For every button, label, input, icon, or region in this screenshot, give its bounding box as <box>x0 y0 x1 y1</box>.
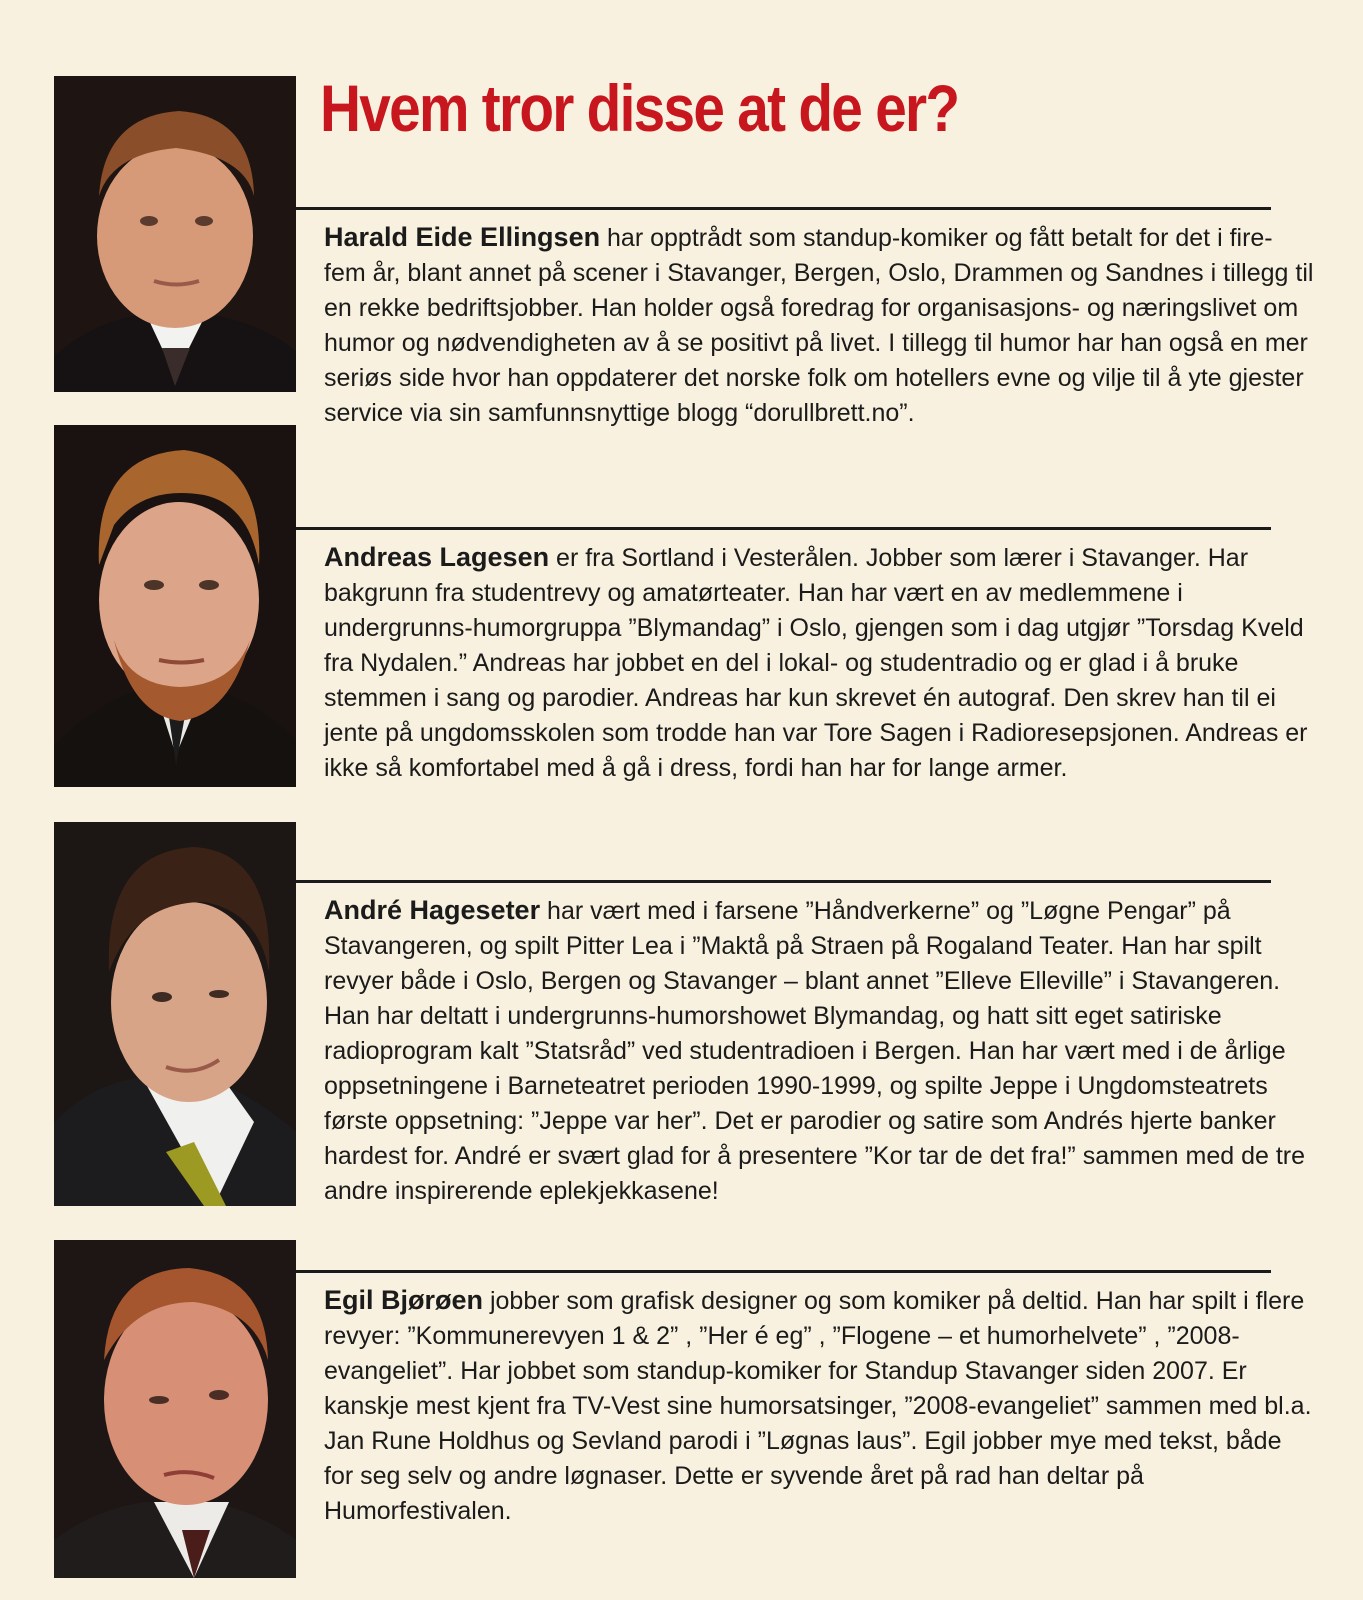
bio-egil-bjoroen <box>324 1283 1314 1529</box>
divider-rule <box>296 527 1271 530</box>
bio-text: har opptrådt som standup-komiker og fått betalt for det i fire-fem år, blant annet på scener i Stavanger, Bergen, Oslo, Drammen og Sandnes i tillegg til en rekke bedriftsjobber. Han holder også foredrag for organisasjons- og næringslivet om humor og nødvendigheten av å se positivt på livet. I tillegg til humor har han også en mer seriøs side hvor han oppdaterer det norske folk om hotellers evne og vilje til å yte gjester service via sin samfunnsnyttige blogg “dorullbrett.no”. <box>324 224 1314 427</box>
bio-harald-eide-ellingsen <box>324 220 1314 431</box>
portrait-andreas-lagesen <box>54 425 296 787</box>
comedian-name: André Hageseter <box>324 895 541 925</box>
comedian-name: Andreas Lagesen <box>324 542 550 572</box>
divider-rule <box>296 880 1271 883</box>
portrait-andre-hageseter <box>54 822 296 1206</box>
bio-text: er fra Sortland i Vesterålen. Jobber som lærer i Stavanger. Har bakgrunn fra studentrevy og amatørteater. Han har vært en av medlemmene i undergrunns-humorgruppa ”Blymandag” i Oslo, gjengen som i dag utgjør ”Torsdag Kveld fra Nydalen.” Andreas har jobbet en del i lokal- og studentradio og er glad i å bruke stemmen i sang og parodier. Andreas har kun skrevet én autograf. Den skrev han til ei jente på ungdomsskolen som trodde han var Tore Sagen i Radioresepsjonen. Andreas er ikke så komfortabel med å gå i dress, fordi han har for lange armer. <box>324 544 1308 782</box>
divider-rule <box>296 207 1271 210</box>
bio-text: jobber som grafisk designer og som komiker på deltid. Han har spilt i flere revyer: ”Kommunerevyen 1 & 2” , ”Her é eg” , ”Flogene – et humorhelvete” , ”2008-evangeliet”. Har jobbet som standup-komiker for Standup Stavanger siden 2007. Er kanskje mest kjent fra TV-Vest sine humorsatsinger, ”2008-evangeliet” sammen med bl.a. Jan Rune Holdhus og Sevland parodi i ”Løgnas laus”. Egil jobber mye med tekst, både for seg selv og andre løgnaser. Dette er syvende året på rad han deltar på Humorfestivalen. <box>324 1287 1312 1525</box>
page-title: Hvem tror disse at de er? <box>320 71 959 145</box>
divider-rule <box>296 1270 1271 1273</box>
portrait-egil-bjoroen <box>54 1240 296 1578</box>
portrait-harald-eide-ellingsen <box>54 76 296 392</box>
comedian-name: Harald Eide Ellingsen <box>324 222 601 252</box>
bio-text: har vært med i farsene ”Håndverkerne” og ”Løgne Pengar” på Stavangeren, og spilt Pitter Lea i ”Maktå på Straen på Rogaland Teater. Han har spilt revyer både i Oslo, Bergen og Stavanger – blant annet ”Elleve Elleville” i Stavangeren. Han har deltatt i undergrunns-humorshowet Blymandag, og hatt sitt eget satiriske radioprogram kalt ”Statsråd” ved studentradioen i Bergen. Han har vært med i de årlige oppsetningene i Barneteatret perioden 1990-1999, og spilte Jeppe i Ungdomsteatrets første oppsetning: ”Jeppe var her”. Det er parodier og satire som Andrés hjerte banker hardest for. André er svært glad for å presentere ”Kor tar de det fra!” sammen med de tre andre inspirerende eplekjekkasene! <box>324 897 1306 1205</box>
comedian-name: Egil Bjørøen <box>324 1285 484 1315</box>
bio-andre-hageseter <box>324 893 1314 1209</box>
bio-andreas-lagesen <box>324 540 1314 786</box>
